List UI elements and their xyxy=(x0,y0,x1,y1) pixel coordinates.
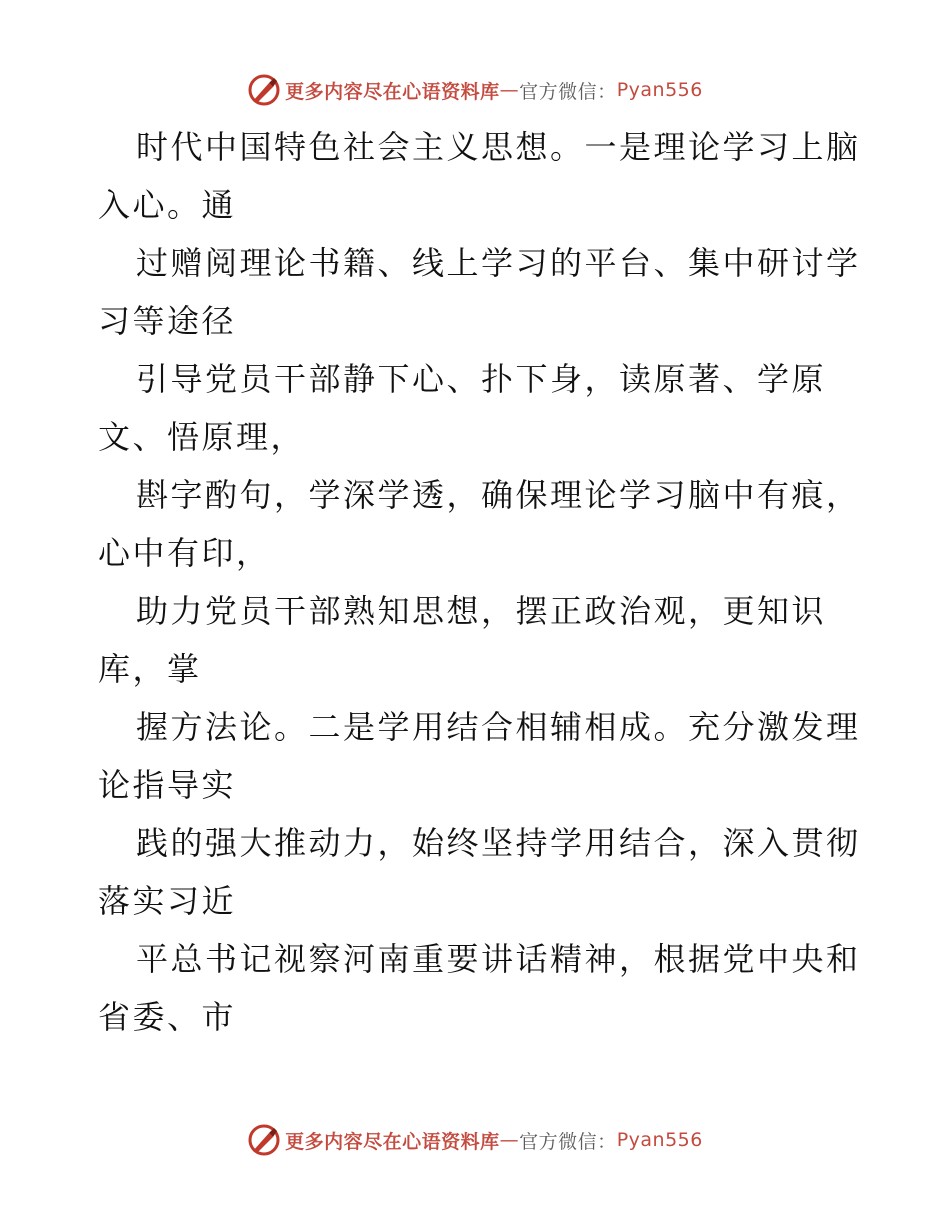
text-line: 习等途径 xyxy=(98,302,237,340)
pen-logo-icon xyxy=(247,73,281,107)
watermark-dash: — xyxy=(499,1129,520,1151)
watermark-wechat-label: 官方微信： xyxy=(519,1130,617,1153)
text-line: 心中有印， xyxy=(98,534,271,572)
watermark-name: 更多内容尽在心语资料库 xyxy=(285,80,500,103)
page-header-watermark xyxy=(0,70,950,110)
text-line: 论指导实 xyxy=(98,766,237,804)
watermark-wechat-id: Pyan556 xyxy=(616,1129,703,1151)
text-line: 省委、市 xyxy=(98,998,237,1036)
text-line: 握方法论。二是学用结合相辅相成。充分激发理 xyxy=(136,708,861,746)
watermark-name: 更多内容尽在心语资料库 xyxy=(285,1130,500,1153)
watermark-wechat-label: 官方微信： xyxy=(519,80,617,103)
watermark-wechat-id: Pyan556 xyxy=(616,79,703,101)
watermark xyxy=(247,73,703,107)
watermark xyxy=(247,1123,703,1157)
text-line: 过赠阅理论书籍、线上学习的平台、集中研讨学 xyxy=(136,244,861,282)
text-line: 斟字酌句，学深学透，确保理论学习脑中有痕， xyxy=(136,476,861,514)
text-line: 平总书记视察河南重要讲话精神，根据党中央和 xyxy=(136,940,861,978)
text-line: 引导党员干部静下心、扑下身，读原著、学原 xyxy=(136,360,827,398)
document-body xyxy=(98,118,861,1046)
text-line: 落实习近 xyxy=(98,882,237,920)
text-line: 助力党员干部熟知思想，摆正政治观，更知识 xyxy=(136,592,827,630)
page-footer-watermark xyxy=(0,1120,950,1160)
text-line: 时代中国特色社会主义思想。一是理论学习上脑 xyxy=(136,128,861,166)
watermark-dash: — xyxy=(499,79,520,101)
pen-logo-icon xyxy=(247,1123,281,1157)
text-line: 入心。通 xyxy=(98,186,237,224)
text-line: 库，掌 xyxy=(98,650,202,688)
text-line: 践的强大推动力，始终坚持学用结合，深入贯彻 xyxy=(136,824,861,862)
text-line: 文、悟原理， xyxy=(98,418,306,456)
